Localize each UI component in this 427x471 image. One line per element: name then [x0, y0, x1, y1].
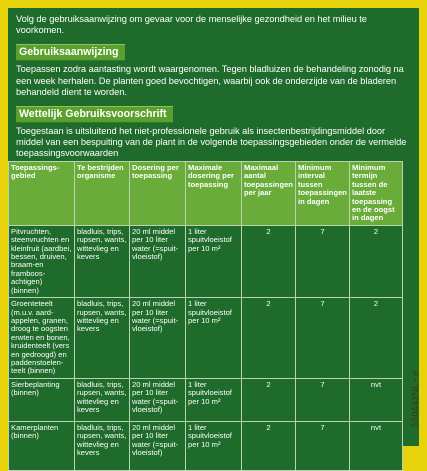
table-cell-aantal: 2 [242, 421, 296, 470]
column-header-minimum-interval: Minimum interval tussen toepassingen in dagen [296, 162, 350, 226]
table-cell-organisme: bladluis, trips, rupsen, wants, wittevlieg en kevers [75, 378, 130, 421]
table-cell-gebied: Pitvruchten, steenvruchten en kleinfruit (aardbei, bessen, druiven, braam-en framboos-achtigen) (binnen) [9, 225, 75, 297]
table-row [9, 378, 403, 421]
table-cell-organisme: bladluis, trips, rupsen, wants, wittevlieg en kevers [75, 298, 130, 379]
table-cell-maximale-dosering: 1 liter spuitvloeistof per 10 m² [186, 378, 242, 421]
table-cell-dosering: 20 ml middel per 10 liter water (=spuit-vloeistof) [130, 298, 186, 379]
table-cell-interval: 7 [296, 378, 350, 421]
section-heading-wettelijk-gebruiksvoorschrift: Wettelijk Gebruiksvoorschrift [16, 106, 173, 123]
table-cell-gebied: Kamerplanten (binnen) [9, 421, 75, 470]
table-cell-dosering: 20 ml middel per 10 liter water (=spuit-vloeistof) [130, 225, 186, 297]
table-cell-interval: 7 [296, 298, 350, 379]
application-table [8, 161, 403, 471]
table-cell-organisme: bladluis, trips, rupsen, wants, wittevlieg en kevers [75, 421, 130, 470]
table-cell-aantal: 2 [242, 225, 296, 297]
table-cell-termijn: nvt [350, 378, 403, 421]
table-cell-gebied: Sierbeplanting (binnen) [9, 378, 75, 421]
table-row [9, 298, 403, 379]
table-cell-gebied: Groenteteelt (m.u.v. aard-appelen, granen, droog te oogsten erwten en bonen, kruidenteelt (vers en gedroogd) en paddenstoelen-teelt (binnen) [9, 298, 75, 379]
intro-text: Volg de gebruiksaanwijzing om gevaar voor de menselijke gezondheid en het milieu te voorkomen. [16, 14, 367, 36]
table-row [9, 421, 403, 470]
column-header-dosering: Dosering per toepassing [130, 162, 186, 226]
table-header-row [9, 162, 403, 226]
product-code: 550443NL - e [410, 370, 420, 427]
column-header-maximaal-aantal: Maximaal aantal toepassingen per jaar [242, 162, 296, 226]
table-cell-aantal: 2 [242, 378, 296, 421]
table-cell-dosering: 20 ml middel per 10 liter water (=spuit-vloeistof) [130, 378, 186, 421]
table-cell-organisme: bladluis, trips, rupsen, wants, wittevlieg en kevers [75, 225, 130, 297]
table-cell-termijn: 2 [350, 298, 403, 379]
table-cell-maximale-dosering: 1 liter spuitvloeistof per 10 m² [186, 298, 242, 379]
table-row [9, 225, 403, 297]
column-header-toepassingsgebied: Toepassings-gebied [9, 162, 75, 226]
legal-instructions-text: Toegestaan is uitsluitend het niet-professionele gebruik als insectenbestrijdingsmiddel door middel van een bespuiting van de plant in de volgende toepassingsgebieden onder de vermelde toepassingsvoorwaarden [16, 126, 407, 159]
table-cell-termijn: 2 [350, 225, 403, 297]
table-cell-maximale-dosering: 1 liter spuitvloeistof per 10 m² [186, 421, 242, 470]
table-cell-termijn: nvt [350, 421, 403, 470]
table-cell-maximale-dosering: 1 liter spuitvloeistof per 10 m² [186, 225, 242, 297]
column-header-maximale-dosering: Maximale dosering per toepassing [186, 162, 242, 226]
table-cell-interval: 7 [296, 421, 350, 470]
table-cell-interval: 7 [296, 225, 350, 297]
usage-instructions-text: Toepassen zodra aantasting wordt waargenomen. Tegen bladluizen de behandeling zonodig na een week herhalen. De planten goed bevochtigen, waarbij ook de onderzijde van de bladeren behandeld dient te worden. [16, 64, 404, 97]
table-cell-dosering: 20 ml middel per 10 liter water (=spuit-vloeistof) [130, 421, 186, 470]
table-cell-aantal: 2 [242, 298, 296, 379]
column-header-minimum-termijn: Minimum termijn tussen de laatste toepassing en de oogst in dagen [350, 162, 403, 226]
column-header-organisme: Te bestrijden organisme [75, 162, 130, 226]
section-heading-gebruiksaanwijzing: Gebruiksaanwijzing [16, 44, 125, 61]
